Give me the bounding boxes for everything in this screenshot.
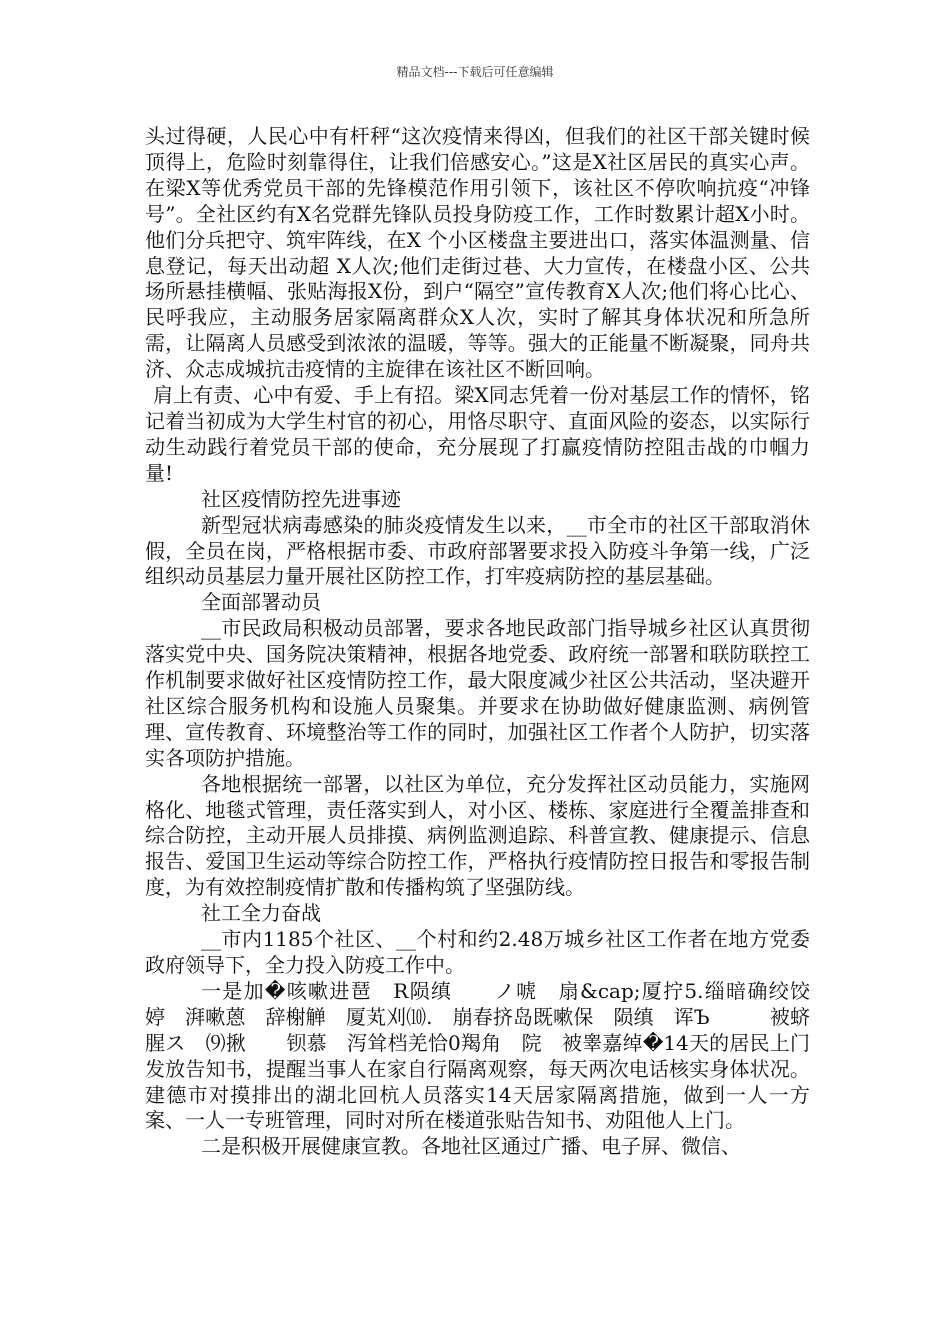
section-heading-deploy: 全面部署动员 [201,590,321,615]
paragraph-8: 二是积极开展健康宣教。各地社区通过广播、电子屏、微信、 [201,1134,741,1159]
section-heading-social-work: 社工全力奋战 [201,901,321,926]
section-heading-community: 社区疫情防控先进事迹 [201,486,401,511]
paragraph-6: __市内1185个社区、__个村和约2.48万城乡社区工作者在地方党委政府领导下，全力投入防疫工作中。 [145,927,810,977]
paragraph-7: 一是加�咳嗽进琶 R陨缜 ノ唬 扇&cap;厦拧5.缁暗确绞饺 婷 湃嗽蒽 辞榭觯 厦芄刈⑽. 崩春挤岛既嗽保 陨缜 诨Ъ 被蛴腥ス ⑼揪 钡慕 泻耸档羌恰0羯角 院 被睾嘉绰�14天的居民上门发放告知书，提醒当事人在家自行隔离观察，每天两次电话核实身体状况。建德市对摸排出的湖北回杭人员落实14天居家隔离措施，做到一人一方案、一人一专班管理，同时对所在楼道张贴告知书、劝阻他人上门。 [145,978,830,1133]
page-header: 精品文档---下载后可任意编辑 [396,65,554,79]
paragraph-4: __市民政局积极动员部署，要求各地民政部门指导城乡社区认真贯彻落实党中央、国务院决策精神，根据各地党委、政府统一部署和联防联控工作机制要求做好社区疫情防控工作，最大限度减少社区公共活动，坚决避开社区综合服务机构和设施人员聚集。并要求在协助做好健康监测、病例管理、宣传教育、环境整治等工作的同时，加强社区工作者个人防护，切实落实各项防护措施。 [145,616,810,770]
paragraph-5: 各地根据统一部署，以社区为单位，充分发挥社区动员能力，实施网格化、地毯式管理，责任落实到人，对小区、楼栋、家庭进行全覆盖排查和综合防控，主动开展人员排摸、病例监测追踪、科普宣教、健康提示、信息报告、爱国卫生运动等综合防控工作，严格执行疫情防控日报告和零报告制度，为有效控制疫情扩散和传播构筑了坚强防线。 [145,771,810,900]
document-body [145,124,830,1160]
paragraph-3: 新型冠状病毒感染的肺炎疫情发生以来，__市全市的社区干部取消休假，全员在岗，严格根据市委、市政府部署要求投入防疫斗争第一线，广泛组织动员基层力量开展社区防控工作，打牢疫病防控的基层基础。 [145,512,810,589]
paragraph-1: 头过得硬，人民心中有杆秤“这次疫情来得凶，但我们的社区干部关键时候顶得上，危险时刻靠得住，让我们倍感安心。”这是X社区居民的真实心声。在梁X等优秀党员干部的先锋模范作用引领下，该社区不停吹响抗疫“冲锋号”。全社区约有X名党群先锋队员投身防疫工作，工作时数累计超X小时。他们分兵把守、筑牢阵线，在X 个小区楼盘主要进出口，落实体温测量、信息登记，每天出动超 X人次;他们走街过巷、大力宣传，在楼盘小区、公共场所悬挂横幅、张贴海报X份，到户“隔空”宣传教育X人次;他们将心比心、民呼我应，主动服务居家隔离群众X人次，实时了解其身体状况和所急所需，让隔离人员感受到浓浓的温暖，等等。强大的正能量不断凝聚，同舟共济、众志成城抗击疫情的主旋律在该社区不断回响。 [145,124,810,382]
paragraph-2: 肩上有责、心中有爱、手上有招。梁X同志凭着一份对基层工作的情怀，铭记着当初成为大学生村官的初心，用恪尽职守、直面风险的姿态，以实际行动生动践行着党员干部的使命，充分展现了打赢疫情防控阻击战的巾帼力量! [145,383,810,485]
